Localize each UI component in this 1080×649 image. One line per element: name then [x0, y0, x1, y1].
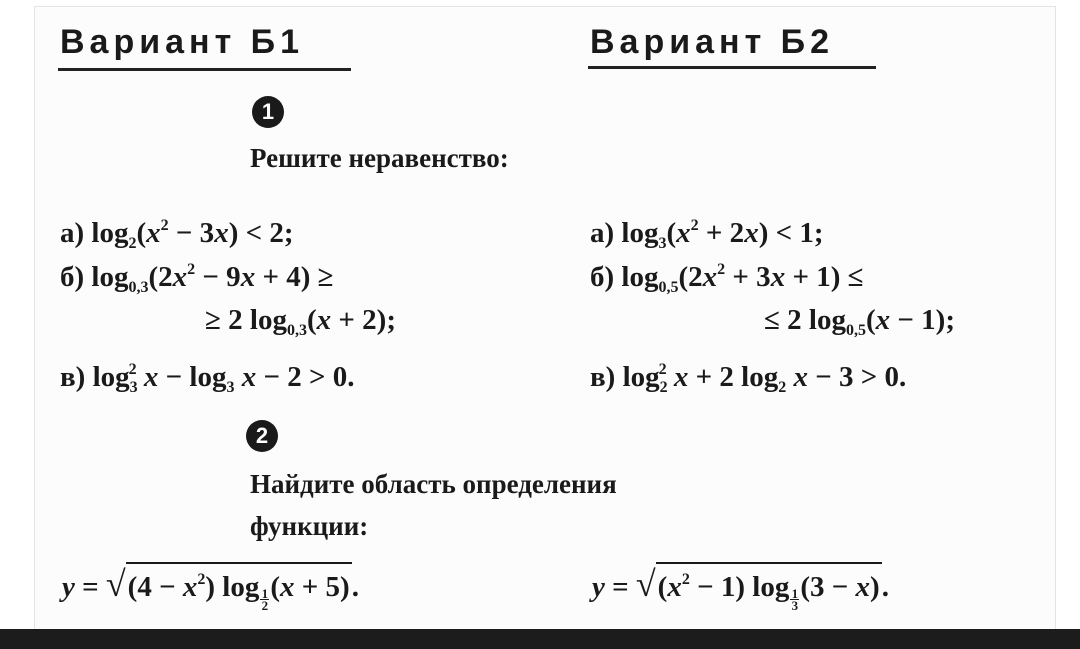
b1-item-b-line1 [60, 252, 334, 306]
b1-item-b-label: б) [60, 261, 85, 293]
task-1-instruction: Решите неравенство: [250, 143, 509, 173]
b1-item-c-label: в) [60, 361, 86, 393]
square-root-icon: √ [105, 564, 126, 604]
b1-item-b-line2: ≥ 2 $\log_{0,3}(x + 2)$; [205, 304, 396, 339]
b1-item-a-expression: $\log_2(x^2 - 3x) < 2$; [91, 217, 294, 252]
b2-item-c-expression: $\log_2^2 x + 2$ $\log_2 x - 3 > 0$. [622, 361, 907, 396]
b1-item-b-expression: $\log_{0,3}(2x^2 - 9x + 4)$ ≥ [91, 261, 334, 296]
task-1-number-badge: 1 [252, 96, 284, 128]
b2-item-c-label: в) [590, 361, 616, 393]
task-2-instruction-line2: функции: [250, 511, 369, 541]
b1-item-a-label: а) [60, 217, 85, 249]
b2-item-b-line1 [590, 252, 864, 306]
variant-b1-title: Вариант Б1 [60, 23, 305, 61]
b1-item-c-expression: $\log_3^2 x - \log_3 x - 2 > 0$. [92, 361, 355, 396]
b2-item-a-expression: $\log_3(x^2 + 2x) < 1$; [621, 217, 824, 252]
task-2-instruction-line1: Найдите область определения [250, 469, 617, 499]
b2-item-b-line2: ≤ 2 $\log_{0,5}(x - 1)$; [764, 304, 955, 339]
b2-item-c [590, 352, 906, 406]
b2-item-a-label: а) [590, 217, 615, 249]
bottom-edge-bar [0, 629, 1080, 649]
b2-item-b-expression: $\log_{0,5}(2x^2 + 3x + 1)$ ≤ [621, 261, 864, 296]
variant-b2-underline [588, 66, 876, 69]
square-root-icon: √ [635, 564, 656, 604]
variant-b1-underline [58, 68, 351, 71]
b2-item-b-label: б) [590, 261, 615, 293]
task-2-number-badge: 2 [246, 420, 278, 452]
b1-task-2-formula: $y = √(4 - x^2)$ log $\frac{1}{2}$ (x + 5). [62, 564, 359, 613]
b1-item-c [60, 352, 355, 406]
b2-task-2-formula: $y = √(x^2 - 1)$ log $\frac{1}{3}$ (3 − x). [592, 564, 889, 613]
variant-b2-title: Вариант Б2 [590, 23, 835, 61]
